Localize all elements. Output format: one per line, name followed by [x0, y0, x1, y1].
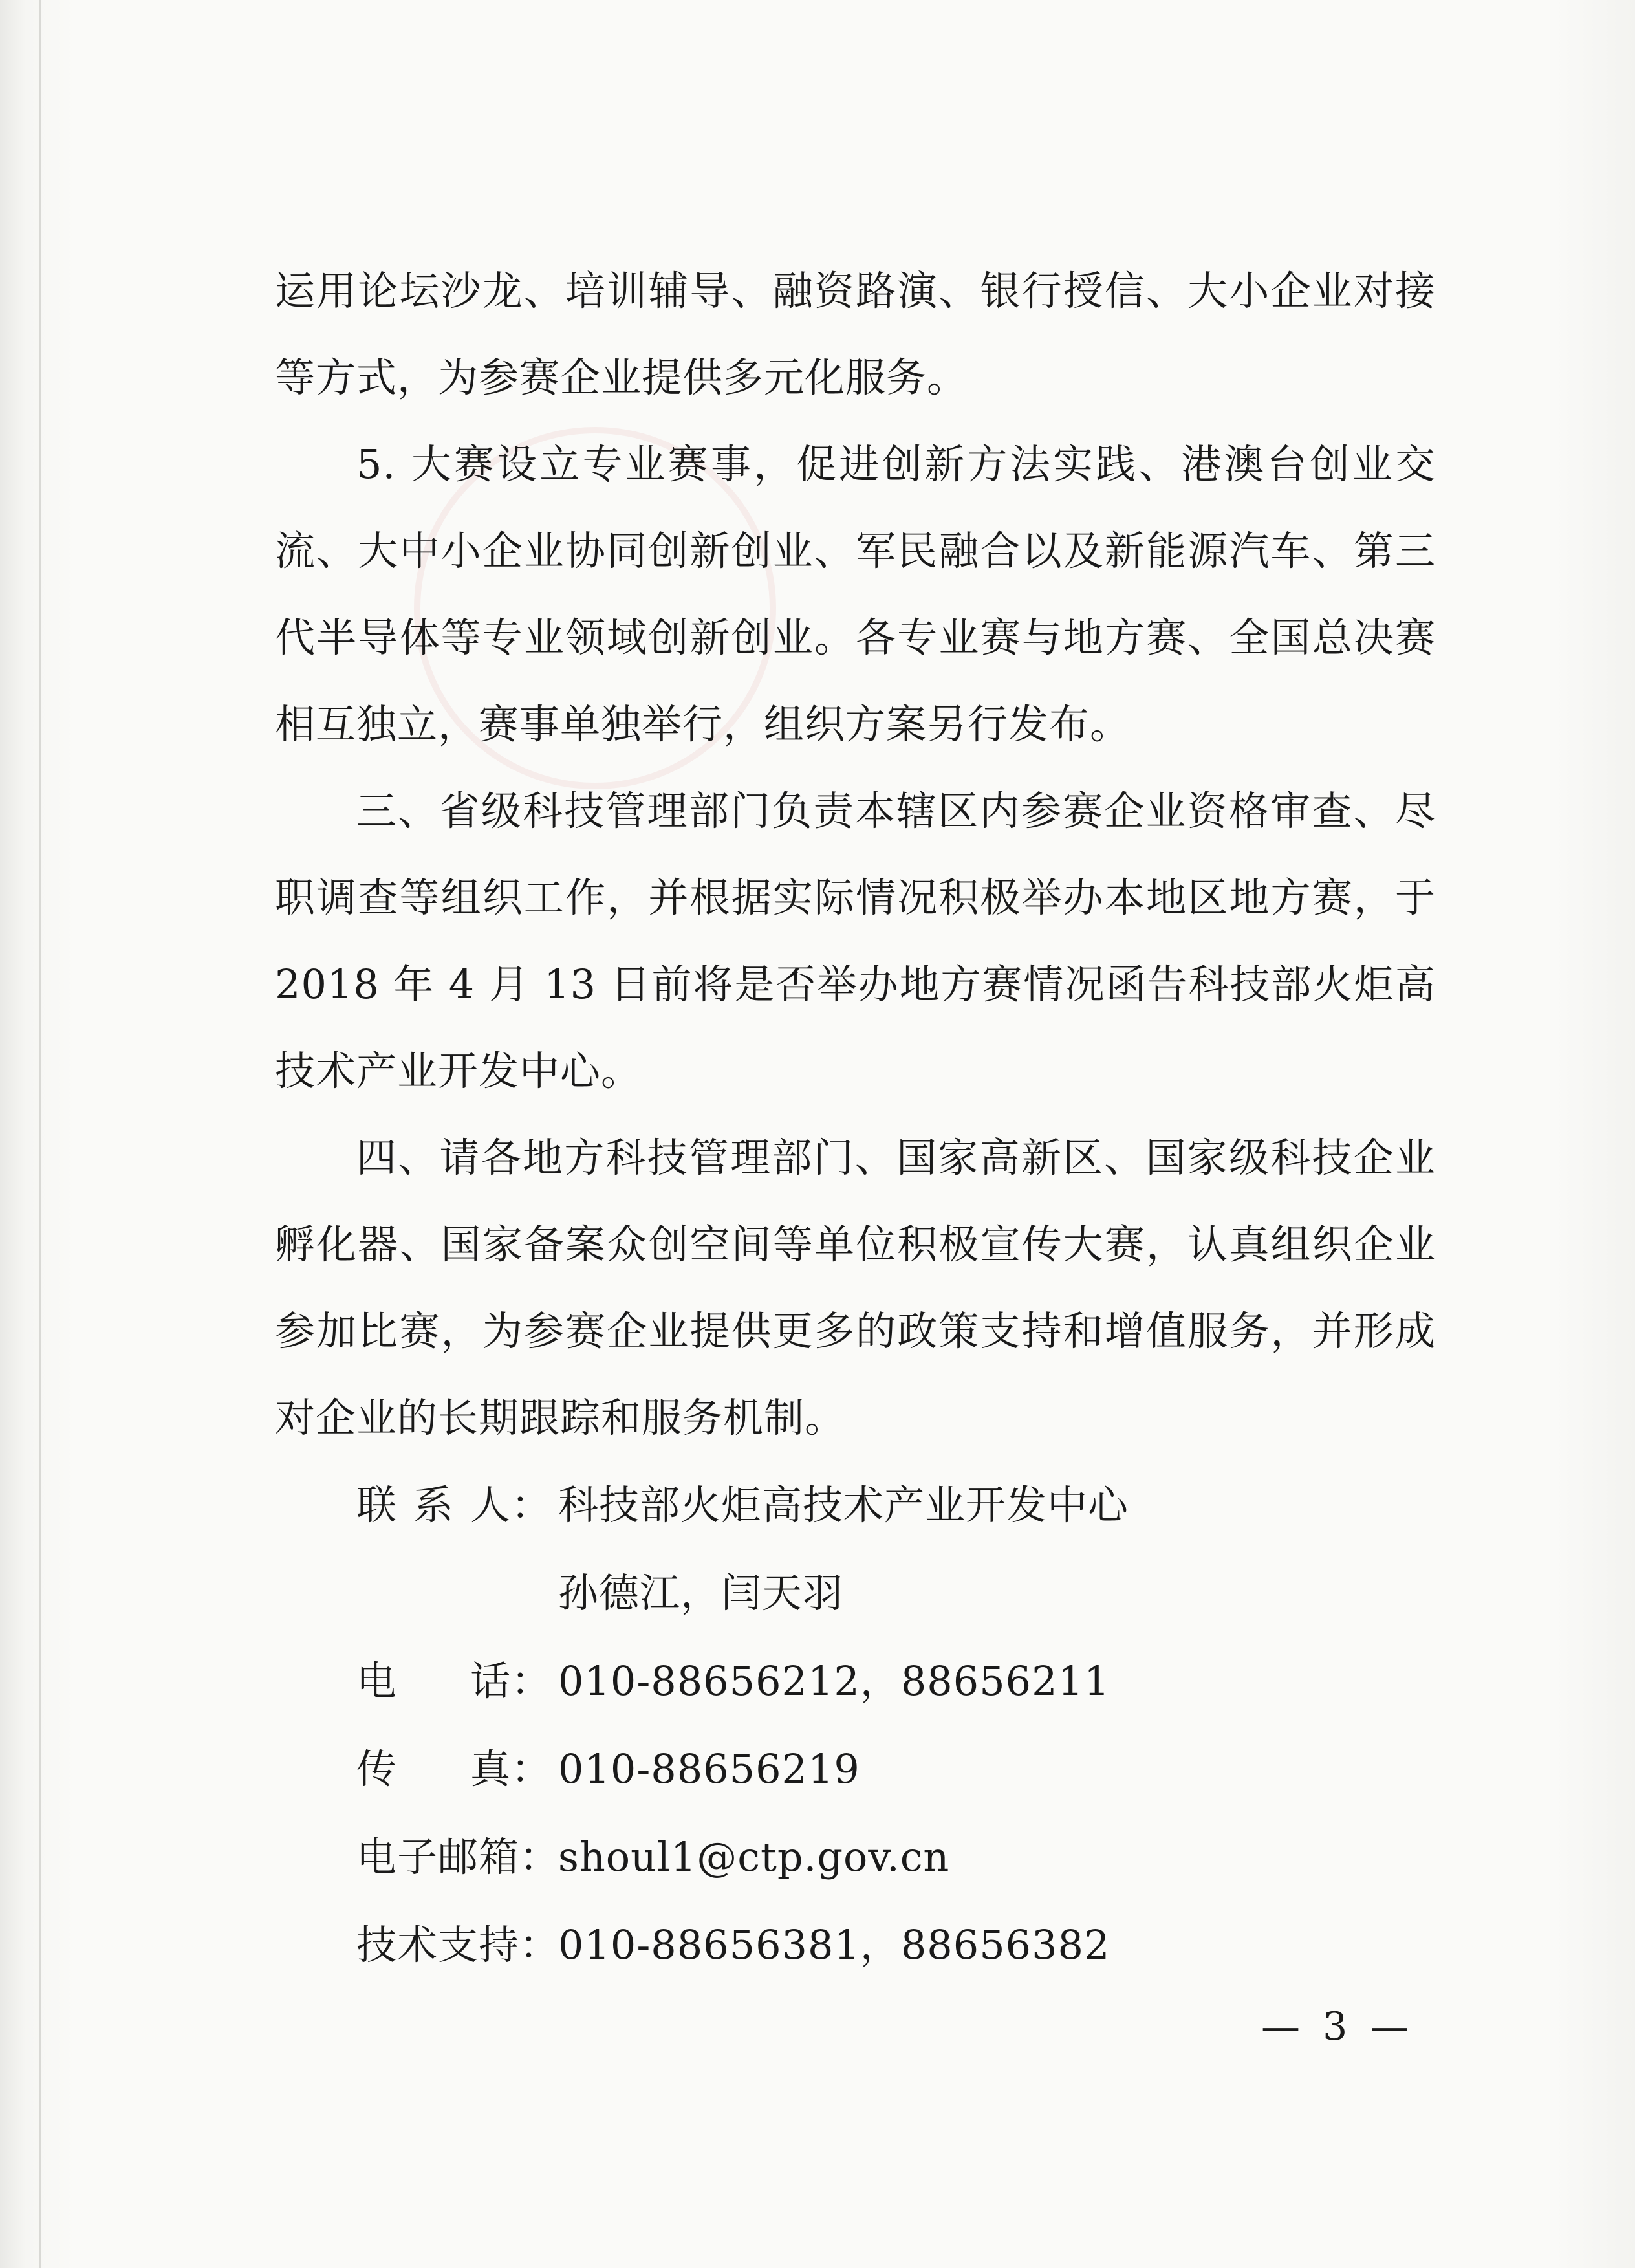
paragraph-item-5: 5. 大赛设立专业赛事，促进创新方法实践、港澳台创业交流、大中小企业协同创新创业、军民融合以及新能源汽车、第三代半导体等专业领域创新创业。各专业赛与地方赛、全国总决赛相互独立，赛事单独举行，组织方案另行发布。: [275, 441, 1436, 748]
body-text: [275, 248, 1436, 1461]
binder-edge: [39, 0, 41, 2268]
contact-email-row: [356, 1813, 1129, 1901]
contact-email-value: shoul1@ctp.gov.cn: [558, 1833, 950, 1881]
contact-block: [356, 1461, 1129, 1989]
contact-person-row: [356, 1461, 1129, 1549]
contact-support-label: 技术支持 ：: [356, 1921, 561, 1968]
contact-person-value: 科技部火炬高技术产业开发中心: [558, 1481, 1129, 1529]
contact-support-row: [356, 1901, 1129, 1989]
contact-phone-row: [356, 1637, 1129, 1725]
contact-support-value: 010-88656381，88656382: [558, 1921, 1110, 1968]
paragraph-continuation: 运用论坛沙龙、培训辅导、融资路演、银行授信、大小企业对接等方式，为参赛企业提供多元化服务。: [275, 267, 1436, 401]
contact-fax-row: [356, 1725, 1129, 1813]
contact-phone-value: 010-88656212，88656211: [558, 1657, 1110, 1705]
contact-email-label: 电子邮箱 ：: [356, 1833, 561, 1881]
contact-fax-value: 010-88656219: [558, 1745, 860, 1793]
contact-person-names: 孙德江，闫天羽: [558, 1569, 844, 1617]
contact-person-label: 联 系 人 ：: [356, 1481, 552, 1529]
paragraph-section-3: 三、省级科技管理部门负责本辖区内参赛企业资格审查、尽职调查等组织工作，并根据实际情况积极举办本地区地方赛，于2018 年 4 月 13 日前将是否举办地方赛情况函告科技部火炬高技术产业开发中心。: [275, 787, 1436, 1095]
page-number: — 3 —: [1261, 2004, 1414, 2049]
contact-phone-label: 电 话 ：: [356, 1657, 552, 1705]
contact-fax-label: 传 真 ：: [356, 1745, 552, 1793]
paragraph-section-4: 四、请各地方科技管理部门、国家高新区、国家级科技企业孵化器、国家备案众创空间等单位积极宣传大赛，认真组织企业参加比赛，为参赛企业提供更多的政策支持和增值服务，并形成对企业的长期跟踪和服务机制。: [275, 1134, 1436, 1441]
